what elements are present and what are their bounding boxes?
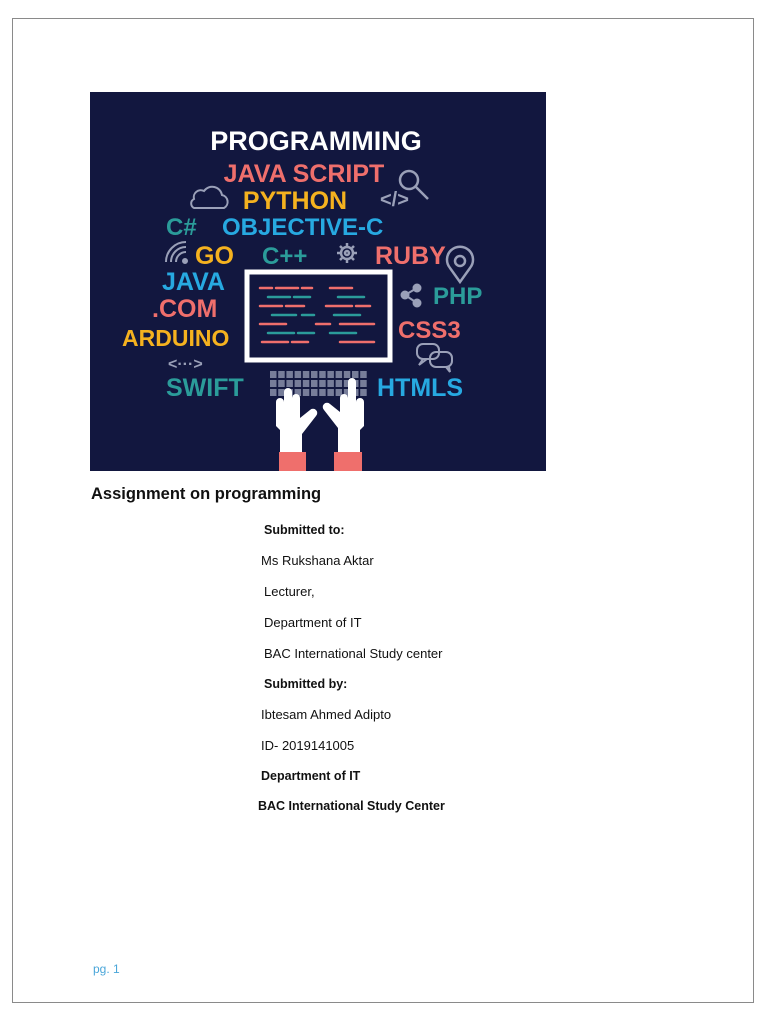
keyboard-key <box>278 380 285 387</box>
word-arduino: ARDUINO <box>122 325 230 351</box>
word-htmls: HTMLS <box>377 374 464 402</box>
word-objective-c: OBJECTIVE-C <box>222 214 384 241</box>
keyboard-key <box>327 371 334 378</box>
word-programming: PROGRAMMING <box>210 126 422 156</box>
keyboard-key <box>303 371 310 378</box>
keyboard-key <box>336 389 343 396</box>
word-python: PYTHON <box>242 187 348 215</box>
keyboard-key <box>352 371 359 378</box>
word-csharp: C# <box>166 214 197 241</box>
submitted-by-id: ID- 2019141005 <box>261 738 355 753</box>
keyboard-key <box>311 380 318 387</box>
word-code-tag: </> <box>380 189 409 211</box>
submitted-by-department: Department of IT <box>261 769 361 783</box>
monitor-graphic <box>247 272 390 360</box>
submitted-to-position: Lecturer, <box>264 584 315 599</box>
submitted-by-institution: BAC International Study Center <box>258 799 445 813</box>
keyboard-key <box>311 371 318 378</box>
keyboard-key <box>286 380 293 387</box>
word-dots-tag: <···> <box>168 356 203 373</box>
submitted-to-name: Ms Rukshana Aktar <box>261 553 374 568</box>
word-java: JAVA <box>162 268 225 296</box>
word-cpp: C++ <box>262 243 308 270</box>
submitted-to-label: Submitted to: <box>264 523 345 537</box>
keyboard-key <box>360 371 367 378</box>
keyboard-key <box>336 371 343 378</box>
submitted-to-department: Department of IT <box>264 615 362 630</box>
keyboard-key <box>319 380 326 387</box>
keyboard-key <box>319 371 326 378</box>
keyboard-key <box>327 389 334 396</box>
keyboard-key <box>303 380 310 387</box>
document-title: Assignment on programming <box>91 485 322 503</box>
page-number: pg. 1 <box>93 962 120 976</box>
word-swift: SWIFT <box>166 374 244 402</box>
keyboard-key <box>319 389 326 396</box>
keyboard-key <box>295 380 302 387</box>
keyboard-key <box>270 380 277 387</box>
keyboard-key <box>327 380 334 387</box>
keyboard-key <box>344 371 351 378</box>
keyboard-key <box>311 389 318 396</box>
keyboard-key <box>295 371 302 378</box>
keyboard-key <box>270 389 277 396</box>
word-php: PHP <box>433 283 483 310</box>
keyboard-key <box>360 389 367 396</box>
keyboard-key <box>336 380 343 387</box>
keyboard-key <box>286 371 293 378</box>
cover-illustration <box>90 92 546 471</box>
submitted-to-institution: BAC International Study center <box>264 646 443 661</box>
word-go: GO <box>195 242 234 270</box>
submitted-by-label: Submitted by: <box>264 677 348 691</box>
word-css3: CSS3 <box>398 317 461 344</box>
keyboard-key <box>278 389 285 396</box>
keyboard-key <box>270 371 277 378</box>
keyboard-key <box>360 380 367 387</box>
word-javascript: JAVA SCRIPT <box>223 160 385 188</box>
keyboard-key <box>278 371 285 378</box>
word-dotcom: .COM <box>152 295 218 323</box>
word-ruby: RUBY <box>375 242 446 270</box>
keyboard-key <box>303 389 310 396</box>
submitted-by-name: Ibtesam Ahmed Adipto <box>261 707 392 722</box>
